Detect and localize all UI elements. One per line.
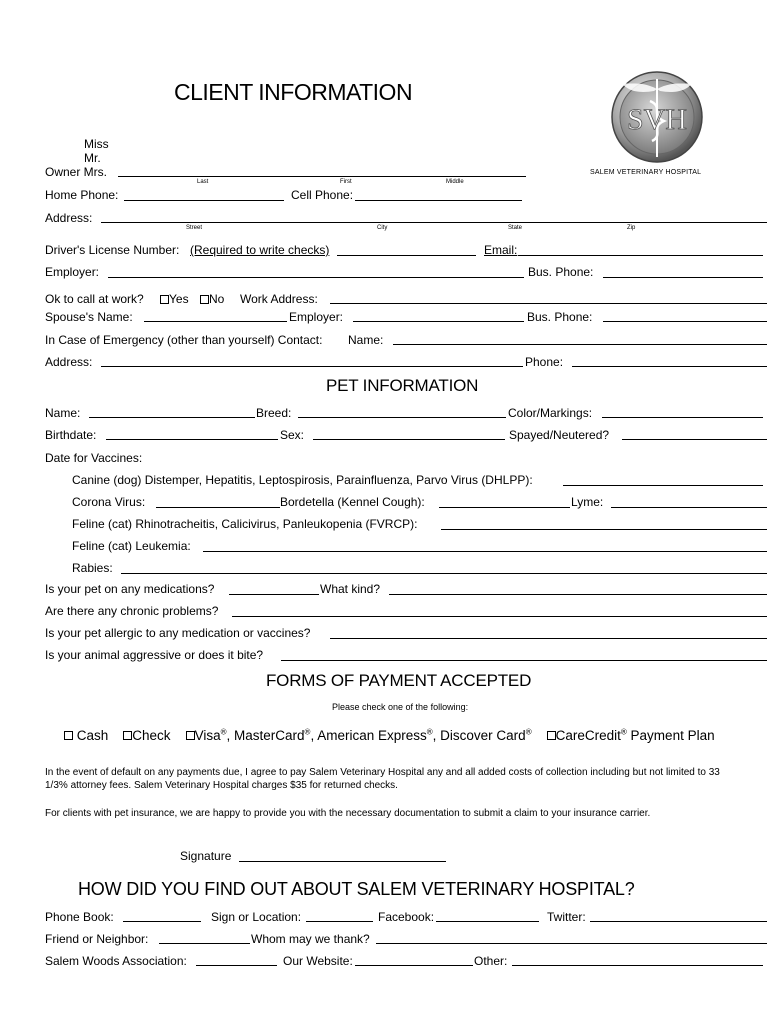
medications-field[interactable]	[229, 594, 319, 595]
payment-instruction: Please check one of the following:	[332, 702, 469, 712]
title-option-mr: Mr.	[84, 151, 101, 165]
feline-leukemia-label: Feline (cat) Leukemia:	[72, 539, 191, 553]
sublabel-middle: Middle	[446, 179, 464, 185]
lyme-label: Lyme:	[571, 495, 604, 509]
aggressive-label: Is your animal aggressive or does it bite?	[45, 648, 264, 662]
sublabel-first: First	[340, 179, 352, 185]
title-option-miss: Miss	[84, 137, 109, 151]
spouse-employer-label: Employer:	[289, 310, 344, 324]
emergency-name-field[interactable]	[393, 344, 767, 345]
feline-fvrcp-field[interactable]	[441, 529, 767, 530]
pet-name-label: Name:	[45, 406, 81, 420]
caduceus-logo-icon	[598, 71, 716, 171]
sex-field[interactable]	[313, 439, 505, 440]
emergency-address-label: Address:	[45, 355, 93, 369]
emergency-address-field[interactable]	[101, 366, 523, 367]
payment-options-row	[64, 727, 715, 743]
sign-field[interactable]	[306, 921, 373, 922]
spayed-field[interactable]	[622, 439, 767, 440]
spouse-name-label: Spouse's Name:	[45, 310, 133, 324]
emergency-label: In Case of Emergency (other than yourself) Contact:	[45, 333, 323, 347]
hospital-name: SALEM VETERINARY HOSPITAL	[590, 169, 702, 176]
pet-information-heading: PET INFORMATION	[326, 376, 479, 395]
referral-heading: HOW DID YOU FIND OUT ABOUT SALEM VETERINARY HOSPITAL?	[78, 879, 635, 899]
email-field[interactable]	[518, 255, 763, 256]
facebook-field[interactable]	[436, 921, 539, 922]
ok-call-no[interactable]: No	[200, 292, 224, 306]
owner-name-field[interactable]	[118, 176, 526, 177]
vaccines-heading: Date for Vaccines:	[45, 451, 143, 465]
employer-label: Employer:	[45, 265, 100, 279]
twitter-label: Twitter:	[547, 910, 586, 924]
canine-label: Canine (dog) Distemper, Hepatitis, Leptospirosis, Parainfluenza, Parvo Virus (DHLPP):	[72, 473, 533, 487]
default-notice: In the event of default on any payments due, I agree to pay Salem Veterinary Hospital any and all added costs of collection including but not limited to 33 1/3% attorney fees. Salem Veterinary Hospital charges $35 for returned checks.	[45, 767, 720, 791]
page-title: CLIENT INFORMATION	[174, 79, 413, 105]
license-label: Driver's License Number:	[45, 243, 180, 257]
spouse-bus-phone-label: Bus. Phone:	[527, 310, 593, 324]
breed-label: Breed:	[256, 406, 292, 420]
cards-option[interactable]: Visa®, MasterCard®, American Express®, Discover Card®	[186, 728, 532, 743]
sublabel-city: City	[377, 225, 388, 231]
sex-label: Sex:	[280, 428, 305, 442]
emergency-name-label: Name:	[348, 333, 384, 347]
allergic-label: Is your pet allergic to any medication or vaccines?	[45, 626, 311, 640]
check-checkbox[interactable]	[123, 731, 132, 740]
chronic-label: Are there any chronic problems?	[45, 604, 219, 618]
birthdate-field[interactable]	[106, 439, 278, 440]
sublabel-street: Street	[186, 225, 203, 231]
corona-field[interactable]	[156, 507, 280, 508]
sublabel-last: Last	[197, 179, 209, 185]
spouse-bus-phone-field[interactable]	[603, 321, 767, 322]
no-checkbox[interactable]	[200, 295, 209, 304]
lyme-field[interactable]	[611, 507, 767, 508]
bus-phone-label: Bus. Phone:	[528, 265, 594, 279]
bordetella-field[interactable]	[439, 507, 570, 508]
cell-phone-field[interactable]	[355, 200, 522, 201]
insurance-notice: For clients with pet insurance, we are happy to provide you with the necessary documentation to submit a claim to your insurance carrier.	[45, 808, 651, 819]
work-address-label: Work Address:	[240, 292, 318, 306]
what-kind-field[interactable]	[389, 594, 767, 595]
email-label: Email:	[484, 243, 518, 257]
sublabel-state: State	[508, 225, 523, 231]
owner-name-label: Owner Mrs.	[45, 165, 108, 179]
home-phone-label: Home Phone:	[45, 188, 119, 202]
what-kind-label: What kind?	[320, 582, 381, 596]
spouse-name-field[interactable]	[144, 321, 287, 322]
corona-label: Corona Virus:	[72, 495, 146, 509]
employer-field[interactable]	[108, 277, 524, 278]
color-field[interactable]	[602, 417, 763, 418]
sign-label: Sign or Location:	[211, 910, 302, 924]
website-field[interactable]	[355, 965, 473, 966]
facebook-label: Facebook:	[378, 910, 435, 924]
allergic-field[interactable]	[330, 638, 767, 639]
signature-label: Signature	[180, 849, 232, 863]
hospital-logo	[598, 71, 716, 171]
feline-fvrcp-label: Feline (cat) Rhinotracheitis, Calicivirus, Panleukopenia (FVRCP):	[72, 517, 418, 531]
ok-call-label: Ok to call at work?	[45, 292, 144, 306]
chronic-field[interactable]	[232, 616, 767, 617]
website-label: Our Website:	[283, 954, 353, 968]
signature-field[interactable]	[239, 861, 446, 862]
woods-label: Salem Woods Association:	[45, 954, 187, 968]
sublabel-zip: Zip	[627, 225, 636, 231]
license-note: (Required to write checks)	[190, 243, 330, 257]
friend-field[interactable]	[159, 943, 250, 944]
license-field[interactable]	[337, 255, 476, 256]
pet-name-field[interactable]	[89, 417, 255, 418]
phone-book-field[interactable]	[123, 921, 201, 922]
woods-field[interactable]	[196, 965, 277, 966]
whom-label: Whom may we thank?	[251, 932, 370, 946]
emergency-phone-field[interactable]	[572, 366, 767, 367]
cards-checkbox[interactable]	[186, 731, 195, 740]
other-label: Other:	[474, 954, 508, 968]
birthdate-label: Birthdate:	[45, 428, 97, 442]
other-field[interactable]	[512, 965, 763, 966]
cell-phone-label: Cell Phone:	[291, 188, 354, 202]
color-label: Color/Markings:	[508, 406, 593, 420]
aggressive-field[interactable]	[281, 660, 767, 661]
home-phone-field[interactable]	[124, 200, 284, 201]
emergency-phone-label: Phone:	[525, 355, 564, 369]
yes-checkbox[interactable]	[160, 295, 169, 304]
friend-label: Friend or Neighbor:	[45, 932, 149, 946]
carecredit-option[interactable]: CareCredit® Payment Plan	[547, 728, 715, 743]
rabies-label: Rabies:	[72, 561, 113, 575]
address-field[interactable]	[101, 222, 767, 223]
cash-checkbox[interactable]	[64, 731, 73, 740]
carecredit-checkbox[interactable]	[547, 731, 556, 740]
whom-field[interactable]	[376, 943, 767, 944]
breed-field[interactable]	[298, 417, 506, 418]
svg-text:SVH: SVH	[626, 103, 688, 136]
ok-call-yes[interactable]: Yes	[160, 292, 189, 306]
check-option[interactable]: Check	[123, 728, 170, 743]
canine-field[interactable]	[563, 485, 763, 486]
feline-leukemia-field[interactable]	[203, 551, 767, 552]
rabies-field[interactable]	[121, 573, 767, 574]
address-label: Address:	[45, 211, 93, 225]
spouse-employer-field[interactable]	[353, 321, 524, 322]
payment-heading: FORMS OF PAYMENT ACCEPTED	[266, 671, 532, 690]
bordetella-label: Bordetella (Kennel Cough):	[280, 495, 425, 509]
bus-phone-field[interactable]	[603, 277, 763, 278]
twitter-field[interactable]	[590, 921, 767, 922]
spayed-label: Spayed/Neutered?	[509, 428, 610, 442]
cash-option[interactable]: Cash	[64, 728, 108, 743]
medications-label: Is your pet on any medications?	[45, 582, 215, 596]
phone-book-label: Phone Book:	[45, 910, 114, 924]
work-address-field[interactable]	[330, 303, 767, 304]
